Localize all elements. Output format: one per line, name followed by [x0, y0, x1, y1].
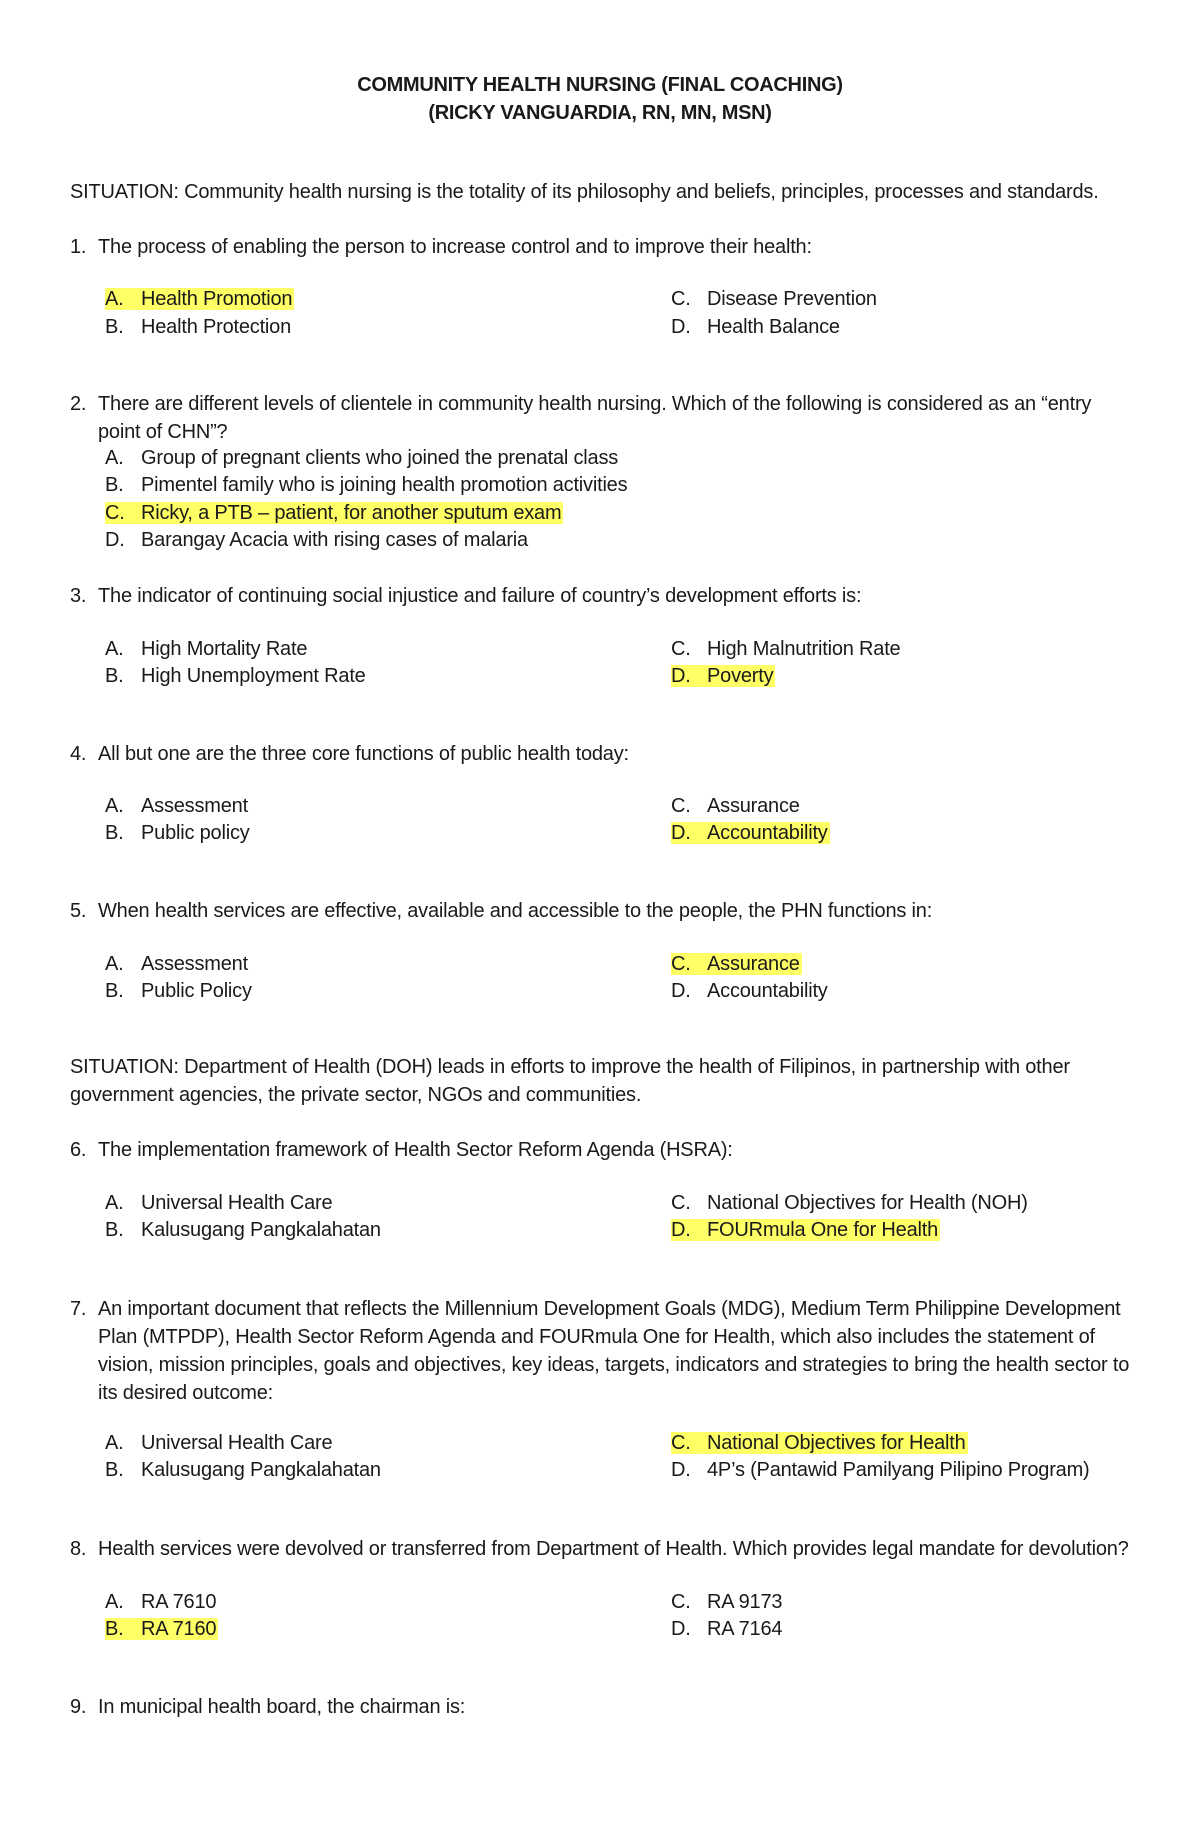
question-number: 8.: [70, 1538, 87, 1560]
option-b: B. RA 7160: [105, 1618, 217, 1640]
option-d: D. 4P’s (Pantawid Pamilyang Pilipino Program): [671, 1459, 1090, 1481]
option-c: C. National Objectives for Health: [671, 1432, 966, 1454]
option-a: A. Assessment: [105, 953, 248, 975]
option-d: D. FOURmula One for Health: [671, 1219, 939, 1241]
question-stem: When health services are effective, available and accessible to the people, the PHN functions in:: [98, 900, 933, 922]
question-number: 7.: [70, 1298, 87, 1320]
question-number: 5.: [70, 900, 87, 922]
option-c: C. National Objectives for Health (NOH): [671, 1192, 1028, 1214]
question-number: 9.: [70, 1696, 87, 1718]
option-a: A. Health Promotion: [105, 288, 293, 310]
option-a: A. Universal Health Care: [105, 1432, 333, 1454]
question-stem: The process of enabling the person to increase control and to improve their health:: [98, 236, 812, 258]
option-a: A. RA 7610: [105, 1591, 217, 1613]
situation-text: SITUATION: Community health nursing is the totality of its philosophy and beliefs, principles, processes and standards.: [70, 181, 1099, 203]
option-b: B. High Unemployment Rate: [105, 665, 366, 687]
option-d: D. Accountability: [671, 980, 828, 1002]
option-c: C. Assurance: [671, 953, 800, 975]
document-author: (RICKY VANGUARDIA, RN, MN, MSN): [428, 102, 772, 124]
question-number: 2.: [70, 393, 87, 415]
situation-text: SITUATION: Department of Health (DOH) leads in efforts to improve the health of Filipinos, in partnership with other government agencies, the private sector, NGOs and communities.: [70, 1056, 1070, 1106]
document-title: COMMUNITY HEALTH NURSING (FINAL COACHING): [357, 74, 843, 96]
question-number: 3.: [70, 585, 87, 607]
option-a: A. Assessment: [105, 795, 248, 817]
question-stem: Health services were devolved or transferred from Department of Health. Which provides legal mandate for devolution?: [98, 1538, 1129, 1560]
option-c: C. Disease Prevention: [671, 288, 877, 310]
question-number: 6.: [70, 1139, 87, 1161]
option-b: B. Pimentel family who is joining health promotion activities: [105, 474, 628, 496]
option-d: D. Poverty: [671, 665, 774, 687]
option-a: A. High Mortality Rate: [105, 638, 308, 660]
question-stem: All but one are the three core functions of public health today:: [98, 743, 629, 765]
question-stem: The implementation framework of Health Sector Reform Agenda (HSRA):: [98, 1139, 733, 1161]
option-c: C. Assurance: [671, 795, 800, 817]
option-b: B. Public policy: [105, 822, 250, 844]
question-stem: An important document that reflects the Millennium Development Goals (MDG), Medium Term Philippine Development Plan (MTPDP), Health Sector Reform Agenda and FOURmula One for Health, which also includes the statement of vision, mission principles, goals and objectives, key ideas, targets, indicators and strategies to bring the health sector to its desired outcome:: [98, 1298, 1130, 1404]
option-d: D. Accountability: [671, 822, 828, 844]
question-number: 4.: [70, 743, 87, 765]
question-stem: The indicator of continuing social injustice and failure of country’s development efforts is:: [98, 585, 862, 607]
option-d: D. Health Balance: [671, 316, 840, 338]
option-c: C. RA 9173: [671, 1591, 783, 1613]
question-stem: In municipal health board, the chairman is:: [98, 1696, 466, 1718]
option-a: A. Group of pregnant clients who joined the prenatal class: [105, 447, 619, 469]
question-number: 1.: [70, 236, 87, 258]
option-c: C. Ricky, a PTB – patient, for another sputum exam: [105, 502, 562, 524]
option-c: C. High Malnutrition Rate: [671, 638, 901, 660]
option-b: B. Health Protection: [105, 316, 292, 338]
option-d: D. Barangay Acacia with rising cases of malaria: [105, 529, 528, 551]
question-stem: There are different levels of clientele in community health nursing. Which of the following is considered as an “entry point of CHN”?: [98, 393, 1092, 443]
option-a: A. Universal Health Care: [105, 1192, 333, 1214]
option-b: B. Kalusugang Pangkalahatan: [105, 1219, 381, 1241]
option-b: B. Kalusugang Pangkalahatan: [105, 1459, 381, 1481]
option-b: B. Public Policy: [105, 980, 252, 1002]
option-d: D. RA 7164: [671, 1618, 783, 1640]
